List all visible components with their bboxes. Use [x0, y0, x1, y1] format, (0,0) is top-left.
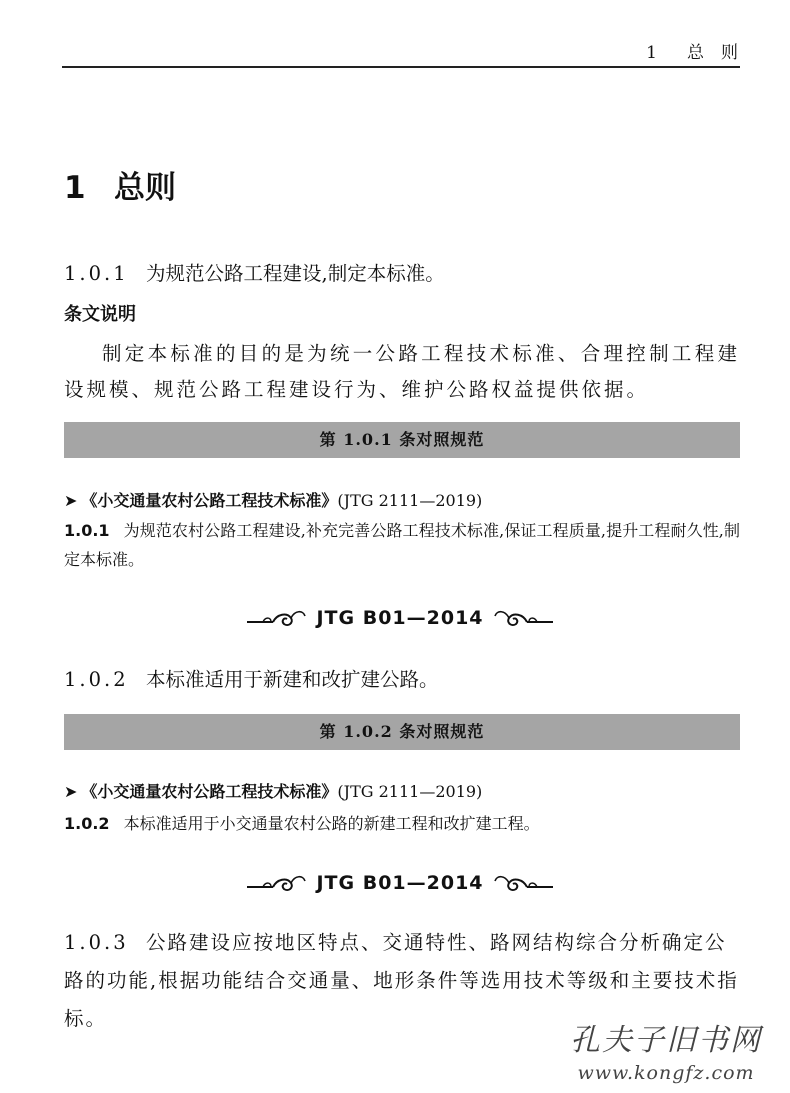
- scroll-ornament-icon: [493, 606, 555, 630]
- reference-text-1: [64, 516, 740, 574]
- reference-clause-text: 为规范农村公路工程建设,补充完善公路工程技术标准,保证工程质量,提升工程耐久性,制定本标准。: [64, 521, 740, 569]
- comparison-band-1: 第 1.0.1 条对照规范: [64, 422, 740, 458]
- clause-1-0-3: [64, 924, 740, 1038]
- clause-text: 公路建设应按地区特点、交通特性、路网结构综合分析确定公路的功能,根据功能结合交通量、地形条件等选用技术等级和主要技术指标。: [64, 931, 739, 1030]
- reference-clause-number: 1.0.1: [64, 521, 110, 540]
- clause-number: 1.0.2: [64, 668, 129, 691]
- reference-standard-code: (JTG 2111—2019): [337, 782, 483, 801]
- standard-divider-2: [245, 868, 555, 898]
- chapter-name: 总则: [114, 170, 176, 206]
- reference-title-1: [64, 488, 482, 511]
- clause-number: 1.0.1: [64, 262, 129, 285]
- standard-label: JTG B01—2014: [316, 607, 484, 629]
- header-rule: [62, 66, 740, 68]
- explanation-text: 制定本标准的目的是为统一公路工程技术标准、合理控制工程建设规模、规范公路工程建设行为、维护公路权益提供依据。: [64, 342, 740, 401]
- running-header-number: 1: [646, 43, 657, 63]
- watermark-logo-text: 孔夫子旧书网: [570, 1023, 762, 1058]
- running-header-title: 总 则: [687, 43, 738, 63]
- explanation-heading: 条文说明: [64, 304, 136, 325]
- clause-text: 本标准适用于新建和改扩建公路。: [146, 668, 439, 691]
- reference-clause-text: 本标准适用于小交通量农村公路的新建工程和改扩建工程。: [123, 814, 540, 833]
- arrow-right-icon: ➤: [64, 782, 78, 801]
- arrow-right-icon: ➤: [64, 491, 78, 510]
- clause-1-0-2: [64, 664, 439, 692]
- reference-title-2: [64, 779, 482, 802]
- standard-divider-1: [245, 603, 555, 633]
- reference-clause-number: 1.0.2: [64, 814, 110, 833]
- reference-standard-name: 《小交通量农村公路工程技术标准》: [81, 782, 338, 801]
- standard-label: JTG B01—2014: [316, 872, 484, 894]
- reference-standard-code: (JTG 2111—2019): [337, 491, 483, 510]
- watermark-url: www.kongfz.com: [577, 1062, 755, 1084]
- watermark: [570, 1024, 762, 1084]
- chapter-title: [64, 162, 176, 207]
- reference-text-2: [64, 809, 740, 838]
- chapter-number: 1: [64, 170, 86, 206]
- running-header: [646, 38, 738, 63]
- scroll-ornament-icon: [493, 871, 555, 895]
- clause-text: 为规范公路工程建设,制定本标准。: [146, 262, 445, 285]
- clause-number: 1.0.3: [64, 931, 129, 954]
- clause-1-0-1: [64, 258, 445, 286]
- comparison-band-2: 第 1.0.2 条对照规范: [64, 714, 740, 750]
- reference-standard-name: 《小交通量农村公路工程技术标准》: [81, 491, 338, 510]
